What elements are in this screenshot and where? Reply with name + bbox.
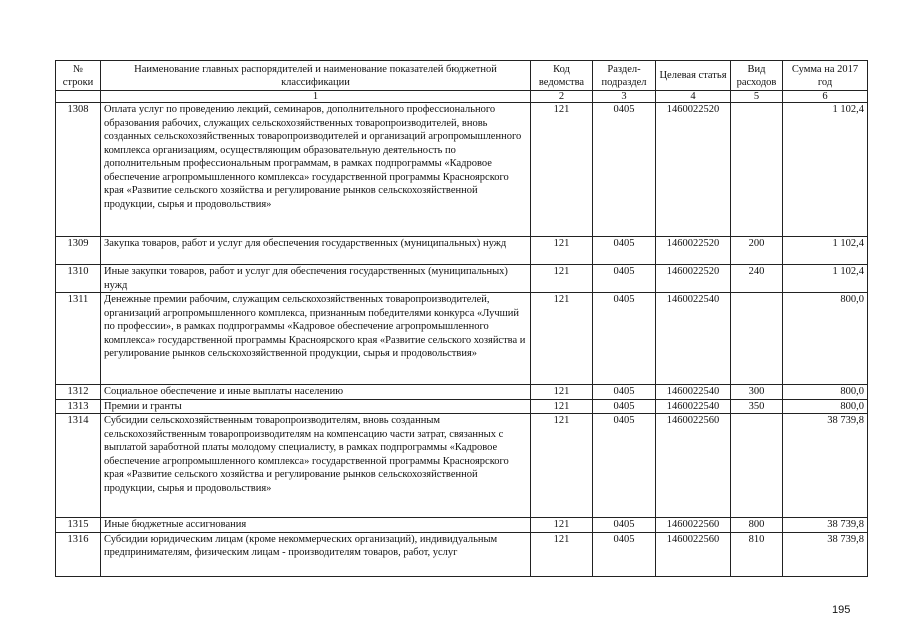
- col-header-type: Вид расходов: [731, 61, 783, 91]
- row-name: Премии и гранты: [101, 399, 531, 414]
- col-header-no: № строки: [56, 61, 101, 91]
- table-row: [56, 385, 868, 400]
- row-dept: 121: [531, 518, 593, 533]
- col-number: 4: [656, 91, 731, 103]
- row-section: 0405: [593, 532, 656, 576]
- page-number: 195: [832, 604, 851, 616]
- col-header-target: Целевая статья: [656, 61, 731, 91]
- row-dept: 121: [531, 237, 593, 265]
- row-section: 0405: [593, 518, 656, 533]
- row-number: 1311: [56, 293, 101, 385]
- col-number: 2: [531, 91, 593, 103]
- col-header-section: Раздел-подраздел: [593, 61, 656, 91]
- row-name: Денежные премии рабочим, служащим сельскохозяйственных товаропроизводителей, организаций агропромышленного комплекса, признанным победителями конкурса «Лучший по профессии», в рамках подпрограммы «Кадровое обеспечение агропромышленного комплекса» государственной программы Красноярского края «Развитие сельского хозяйства и регулирование рынков сельскохозяйственной продукции, сырья и продовольствия»: [101, 293, 531, 385]
- row-type: 810: [731, 532, 783, 576]
- row-dept: 121: [531, 385, 593, 400]
- column-number-row: [56, 91, 868, 103]
- row-number: 1310: [56, 265, 101, 293]
- row-sum: 38 739,8: [783, 532, 868, 576]
- row-section: 0405: [593, 265, 656, 293]
- row-dept: 121: [531, 265, 593, 293]
- row-number: 1312: [56, 385, 101, 400]
- row-sum: 1 102,4: [783, 265, 868, 293]
- table-row: [56, 265, 868, 293]
- col-number: 3: [593, 91, 656, 103]
- row-type: [731, 414, 783, 518]
- table-row: [56, 103, 868, 237]
- row-section: 0405: [593, 237, 656, 265]
- row-target: 1460022560: [656, 518, 731, 533]
- row-sum: 800,0: [783, 293, 868, 385]
- row-target: 1460022560: [656, 414, 731, 518]
- table-row: [56, 414, 868, 518]
- row-dept: 121: [531, 532, 593, 576]
- row-target: 1460022540: [656, 293, 731, 385]
- row-number: 1309: [56, 237, 101, 265]
- row-name: Иные бюджетные ассигнования: [101, 518, 531, 533]
- row-number: 1308: [56, 103, 101, 237]
- col-number: 6: [783, 91, 868, 103]
- row-section: 0405: [593, 385, 656, 400]
- row-sum: 800,0: [783, 385, 868, 400]
- row-target: 1460022540: [656, 399, 731, 414]
- row-name: Субсидии сельскохозяйственным товаропроизводителям, вновь созданным сельскохозяйственным товаропроизводителям на компенсацию части затрат, связанных с выплатой заработной платы молодому специалисту, в рамках подпрограммы «Кадровое обеспечение агропромышленного комплекса» государственной программы Красноярского края «Развитие сельского хозяйства и регулирование рынков сельскохозяйственной продукции, сырья и продовольствия»: [101, 414, 531, 518]
- row-target: 1460022520: [656, 265, 731, 293]
- row-type: 350: [731, 399, 783, 414]
- row-name: Оплата услуг по проведению лекций, семинаров, дополнительного профессионального образования рабочих, служащих сельскохозяйственных товаропроизводителей, вновь созданных сельскохозяйственных товаропроизводителей и организаций агропромышленного комплекса организациям, осуществляющим образовательную деятельность по дополнительным профессиональным программам, в рамках подпрограммы «Кадровое обеспечение агропромышленного комплекса» государственной программы Красноярского края «Развитие сельского хозяйства и регулирование рынков сельскохозяйственной продукции, сырья и продовольствия»: [101, 103, 531, 237]
- row-section: 0405: [593, 293, 656, 385]
- col-header-sum: Сумма на 2017 год: [783, 61, 868, 91]
- col-number: 1: [101, 91, 531, 103]
- header-row: [56, 61, 868, 91]
- row-dept: 121: [531, 414, 593, 518]
- table-row: [56, 293, 868, 385]
- row-sum: 38 739,8: [783, 414, 868, 518]
- row-type: 300: [731, 385, 783, 400]
- row-type: 240: [731, 265, 783, 293]
- col-header-name: Наименование главных распорядителей и наименование показателей бюджетной классификации: [101, 61, 531, 91]
- row-dept: 121: [531, 293, 593, 385]
- row-name: Закупка товаров, работ и услуг для обеспечения государственных (муниципальных) нужд: [101, 237, 531, 265]
- col-number: 5: [731, 91, 783, 103]
- row-target: 1460022520: [656, 237, 731, 265]
- row-target: 1460022540: [656, 385, 731, 400]
- row-target: 1460022560: [656, 532, 731, 576]
- row-type: 200: [731, 237, 783, 265]
- row-name: Социальное обеспечение и иные выплаты населению: [101, 385, 531, 400]
- row-name: Субсидии юридическим лицам (кроме некоммерческих организаций), индивидуальным предпринимателям, физическим лицам - производителям товаров, работ, услуг: [101, 532, 531, 576]
- row-section: 0405: [593, 414, 656, 518]
- col-number-empty: [56, 91, 101, 103]
- row-number: 1313: [56, 399, 101, 414]
- row-sum: 800,0: [783, 399, 868, 414]
- table-row: [56, 518, 868, 533]
- row-sum: 38 739,8: [783, 518, 868, 533]
- row-type: 800: [731, 518, 783, 533]
- row-sum: 1 102,4: [783, 237, 868, 265]
- row-target: 1460022520: [656, 103, 731, 237]
- row-number: 1314: [56, 414, 101, 518]
- col-header-dept: Код ведомства: [531, 61, 593, 91]
- row-section: 0405: [593, 399, 656, 414]
- row-sum: 1 102,4: [783, 103, 868, 237]
- row-name: Иные закупки товаров, работ и услуг для обеспечения государственных (муниципальных) нужд: [101, 265, 531, 293]
- row-dept: 121: [531, 103, 593, 237]
- row-dept: 121: [531, 399, 593, 414]
- table-row: [56, 399, 868, 414]
- row-type: [731, 293, 783, 385]
- budget-table: [55, 60, 868, 577]
- row-number: 1316: [56, 532, 101, 576]
- row-number: 1315: [56, 518, 101, 533]
- row-section: 0405: [593, 103, 656, 237]
- row-type: [731, 103, 783, 237]
- table-row: [56, 532, 868, 576]
- table-row: [56, 237, 868, 265]
